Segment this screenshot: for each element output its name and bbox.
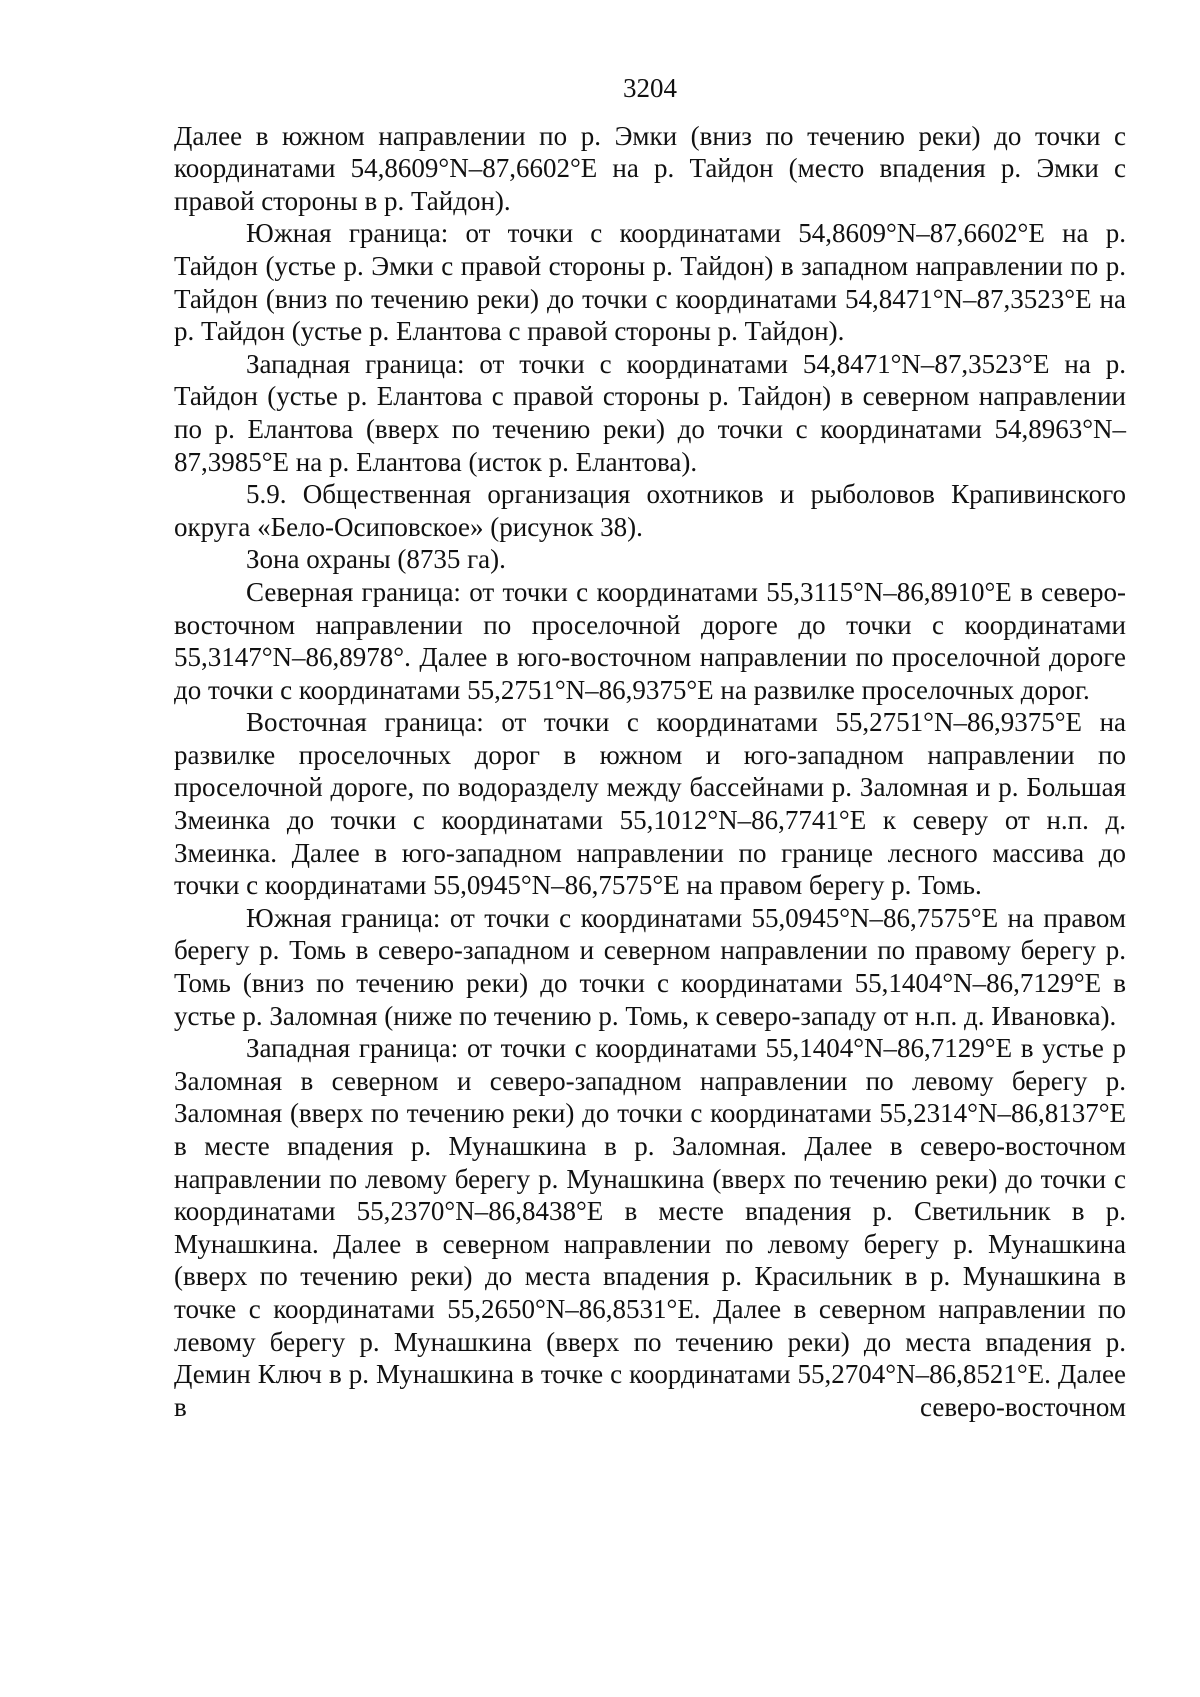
document-page bbox=[174, 72, 1126, 1423]
paragraph-west-border-2: Западная граница: от точки с координатами 55,1404°N–86,7129°E в устье р Заломная в северном и северо-западном направлении по левому берегу р. Заломная (вверх по течению реки) до точки с координатами 55,2314°N–86,8137°E в месте впадения р. Мунашкина в р. Заломная. Далее в северо-восточном направлении по левому берегу р. Мунашкина (вверх по течению реки) до точки с координатами 55,2370°N–86,8438°E в месте впадения р. Светильник в р. Мунашкина. Далее в северном направлении по левому берегу р. Мунашкина (вверх по течению реки) до места впадения р. Красильник в р. Мунашкина в точке с координатами 55,2650°N–86,8531°E. Далее в северном направлении по левому берегу р. Мунашкина (вверх по течению реки) до места впадения р. Демин Ключ в р. Мунашкина в точке с координатами 55,2704°N–86,8521°E. Далее в северо-восточном bbox=[174, 1033, 1126, 1422]
paragraph-south-border-2: Южная граница: от точки с координатами 55,0945°N–86,7575°E на правом берегу р. Томь в северо-западном и северном направлении по правому берегу р. Томь (вниз по течению реки) до точки с координатами 55,1404°N–86,7129°E в устье р. Заломная (ниже по течению р. Томь, к северо-западу от н.п. д. Ивановка). bbox=[174, 902, 1126, 1031]
paragraph-west-border-1: Западная граница: от точки с координатами 54,8471°N–87,3523°E на р. Тайдон (устье р. Елантова с правой стороны р. Тайдон) в северном направлении по р. Елантова (вверх по течению реки) до точки с координатами 54,8963°N–87,3985°E на р. Елантова (исток р. Елантова). bbox=[174, 348, 1126, 477]
paragraph-east-border: Восточная граница: от точки с координатами 55,2751°N–86,9375°E на развилке проселочных дорог в южном и юго-западном направлении по проселочной дороге, по водоразделу между бассейнами р. Заломная и р. Большая Змеинка до точки с координатами 55,1012°N–86,7741°E к северу от н.п. д. Змеинка. Далее в юго-западном направлении по границе лесного массива до точки с координатами 55,0945°N–86,7575°E на правом берегу р. Томь. bbox=[174, 707, 1126, 901]
paragraph-north-border: Северная граница: от точки с координатами 55,3115°N–86,8910°E в северо-восточном направлении по проселочной дороге до точки с координатами 55,3147°N–86,8978°. Далее в юго-восточном направлении по проселочной дороге до точки с координатами 55,2751°N–86,9375°E на развилке проселочных дорог. bbox=[174, 576, 1126, 705]
section-heading-5-9: 5.9. Общественная организация охотников и рыболовов Крапивинского округа «Бело-Осиповское» (рисунок 38). bbox=[174, 479, 1126, 542]
page-number: 3204 bbox=[623, 73, 677, 103]
paragraph-protection-zone: Зона охраны (8735 га). bbox=[246, 544, 506, 575]
paragraph-south-border-1: Южная граница: от точки с координатами 54,8609°N–87,6602°E на р. Тайдон (устье р. Эмки с правой стороны р. Тайдон) в западном направлении по р. Тайдон (вниз по течению реки) до точки с координатами 54,8471°N–87,3523°E на р. Тайдон (устье р. Елантова с правой стороны р. Тайдон). bbox=[174, 218, 1126, 347]
paragraph-continuation: Далее в южном направлении по р. Эмки (вниз по течению реки) до точки с координатами 54,8609°N–87,6602°E на р. Тайдон (место впадения р. Эмки с правой стороны в р. Тайдон). bbox=[174, 120, 1126, 216]
